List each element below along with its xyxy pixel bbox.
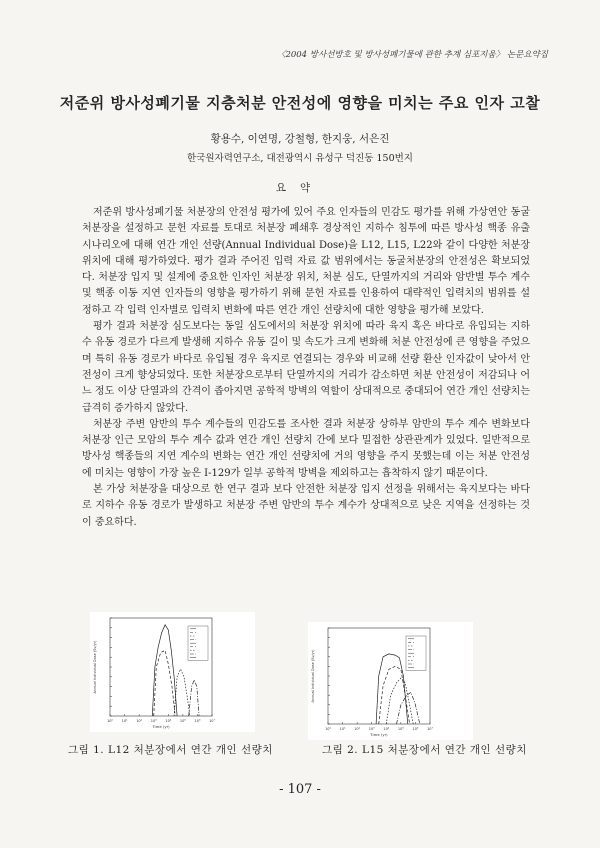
x-tick-label: 10⁷ [427, 727, 433, 731]
paper-title: 저준위 방사성폐기물 지층처분 안전성에 영향을 미치는 주요 인자 고찰 [59, 94, 541, 112]
figure-2-chart [308, 622, 473, 740]
x-tick-label: 10⁷ [209, 719, 215, 723]
series-line [189, 680, 199, 716]
x-tick-label: 10⁴ [383, 727, 390, 731]
affiliation: 한국원자력연구소, 대전광역시 유성구 덕진동 150번지 [187, 153, 413, 164]
x-tick-label: 10⁶ [412, 727, 419, 731]
figure-2 [308, 622, 473, 740]
x-axis-label: Time (yr) [370, 732, 388, 737]
figure-1-caption: 그림 1. L12 처분장에서 연간 개인 선량치 [68, 744, 273, 756]
paragraph: 저준위 방사성폐기물 처분장의 안전성 평가에 있어 주요 인자들의 민감도 평가를 위해 가상연안 동굴 처분장을 설정하고 문헌 자료를 토대로 처분장 폐쇄후 경상적인 지하수 침투에 따른 방사성 핵종 유출 시나리오에 대해 연간 개인 선량(Annual Individual Dose)을 L12, L15, L22와 같이 다양한 처분장 위치에 대해 평가하였다. 평가 결과 주어진 입력 자료 값 범위에서는 동굴처분장의 안전성은 확보되었다. 처분장 입지 및 설계에 중요한 인자인 처분장 위치, 처분 심도, 단열까지의 거리와 암반별 투수 계수 및 핵종 이동 지연 인자들의 영향을 평가하기 위해 문헌 자료를 인용하여 대략적인 입력치의 범위를 설정하고 각 입력 인자별로 입력치 변화에 따른 연간 개인 선량치에 대한 영향을 평가해 보았다. [82, 207, 530, 316]
x-tick-label: 10⁵ [397, 727, 404, 731]
paragraph: 평가 결과 처분장 심도보다는 동일 심도에서의 처분장 위치에 따라 육지 혹은 바다로 유입되는 지하수 유동 경로가 다르게 발생해 지하수 유동 길이 및 속도가 크게 변화해 처분 안전성에 큰 영향을 주었으며 특히 유동 경로가 바다로 유입될 경우 육지로 연결되는 경우와 비교해 선량 환산 인자값이 낮아서 안전성이 크게 향상되었다. 또한 처분장으로부터 단열까지의 거리가 감소하면 처분 안전성이 저감되나 어느 정도 이상 단열과의 간격이 좁아지면 공학적 방벽의 역할이 상대적으로 중대되어 연간 개인 선량치는 급격히 증가하지 않았다. [82, 321, 530, 414]
x-tick-label: 10⁶ [194, 719, 201, 723]
series-line [386, 678, 413, 724]
abstract-heading: 요약 [275, 182, 325, 194]
paragraph: 본 가상 처분장을 대상으로 한 연구 결과 보다 안전한 처분장 입지 선정을 위해서는 육지보다는 바다로 지하수 유동 경로가 발생하고 처분장 주변 암반의 투수 계수가 상대적으로 낮은 지역을 선정하는 것이 중요하다. [82, 484, 530, 528]
x-tick-label: 10¹ [121, 719, 128, 723]
authors: 황용수, 이연명, 강철형, 한지웅, 서은진 [210, 133, 390, 145]
abstract-body [82, 205, 530, 531]
x-tick-label: 10³ [368, 727, 375, 731]
figure-1 [90, 612, 255, 732]
series-line [379, 666, 410, 724]
figure-1-chart [90, 612, 255, 732]
series-line [376, 654, 408, 724]
figure-2-caption: 그림 2. L15 처분장에서 연간 개인 선량치 [322, 744, 527, 756]
x-tick-label: 10² [136, 719, 143, 723]
y-axis-label: Annual Individual Dose (Sv/yr) [311, 649, 315, 703]
x-tick-label: 10⁵ [179, 719, 186, 723]
x-tick-label: 10⁴ [165, 719, 172, 723]
x-tick-label: 10² [354, 727, 361, 731]
y-axis-label: Annual Individual Dose (Sv/yr) [93, 640, 97, 694]
running-head: 〈2004 방사선방호 및 방사성폐기물에 관한 추계 심포지움〉 논문요약집 [276, 50, 548, 60]
series-line [154, 650, 176, 716]
paragraph: 처분장 주변 암반의 투수 계수들의 민감도를 조사한 결과 처분장 상하부 암반의 투수 계수 변화보다 처분장 인근 모암의 투수 계수 값과 연간 개인 선량치 간에 보다 밀접한 상관관계가 있었다. 일반적으로 방사성 핵종들의 지연 계수의 변화는 연간 개인 선량치에 거의 영향을 주지 못했는데 이는 처분 안전성에 미치는 영향이 가장 높은 I-129가 일부 공학적 방벽을 제외하고는 흡착하지 않기 때문이다. [82, 418, 530, 479]
x-tick-label: 10⁰ [107, 719, 113, 723]
x-tick-label: 10¹ [339, 727, 346, 731]
page-number: - 107 - [279, 782, 321, 797]
x-axis-label: Time (yr) [152, 724, 170, 729]
x-tick-label: 10³ [150, 719, 157, 723]
x-tick-label: 10⁰ [325, 727, 331, 731]
